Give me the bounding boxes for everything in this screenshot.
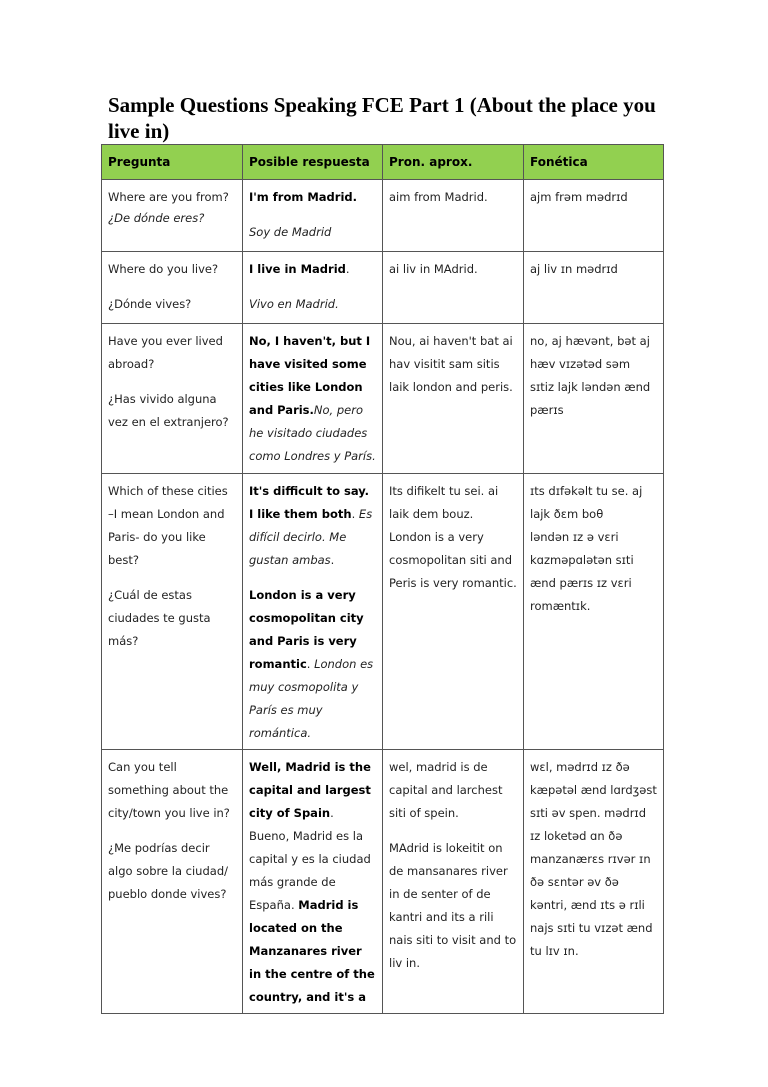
pron-cell (383, 750, 524, 1014)
answer-en: I live in Madrid. (249, 262, 350, 276)
pron-cell: aim from Madrid. (383, 180, 524, 252)
answer-cell (243, 474, 383, 750)
fonetica-cell (524, 474, 664, 750)
answer-cell (243, 750, 383, 1014)
fonetica-2: ləndən ɪz ə vɛri kɑzməpɑlətən sɪti ænd pærɪs ɪz vɛri romæntɪk. (530, 530, 634, 613)
header-posible-respuesta: Posible respuesta (243, 145, 383, 180)
pron-2: MAdrid is lokeitit on de mansanares river in de senter of de kantri and its a rili nais siti to visit and to liv in. (389, 841, 517, 970)
answer-en: I'm from Madrid. (249, 190, 357, 204)
question-es: ¿Has vivido alguna vez en el extranjero? (108, 392, 229, 429)
pron-cell: ai liv in MAdrid. (383, 252, 524, 324)
table-row (102, 252, 664, 324)
answer-es: Vivo en Madrid. (249, 297, 339, 311)
table-row (102, 180, 664, 252)
answer-cell (243, 252, 383, 324)
answer-1: It's difficult to say. I like them both. Es difícil decirlo. Me gustan ambas. (249, 484, 373, 567)
header-fonetica: Fonética (524, 145, 664, 180)
table-row (102, 474, 664, 750)
question-en: Where do you live? (108, 262, 219, 276)
question-en: Have you ever lived abroad? (108, 334, 223, 371)
question-en: Where are you from? (108, 190, 229, 204)
answer-cell (243, 180, 383, 252)
header-pron-aprox: Pron. aprox. (383, 145, 524, 180)
question-es: ¿De dónde eres? (108, 211, 205, 225)
fonetica-cell: wɛl, mədrɪd ɪz ðə kæpətəl ænd lɑrdʒəst sɪti əv spen. mədrɪd ɪz loketəd ɑn ðə manzanærɛs rɪvər ɪn ðə sɛntər əv ðə kəntri, ænd ɪts ə rɪli najs sɪti tu vɪzət ænd tu lɪv ɪn. (524, 750, 664, 1014)
table-row (102, 750, 664, 1014)
fonetica-1: ɪts dɪfəkəlt tu se. aj lajk ðɛm boθ (530, 484, 643, 521)
question-cell (102, 474, 243, 750)
pron-cell: Its difikelt tu sei. ai laik dem bouz. London is a very cosmopolitan siti and Peris is very romantic. (383, 474, 524, 750)
header-pregunta: Pregunta (102, 145, 243, 180)
question-cell (102, 750, 243, 1014)
question-cell (102, 324, 243, 474)
question-es: ¿Cuál de estas ciudades te gusta más? (108, 588, 211, 648)
pron-1: wel, madrid is de capital and larchest siti of spein. (389, 760, 503, 820)
answer-2: London is a very cosmopolitan city and Paris is very romantic. London es muy cosmopolita y París es muy romántica. (249, 588, 374, 740)
question-es: ¿Dónde vives? (108, 297, 192, 311)
answer-es: Soy de Madrid (249, 225, 332, 239)
answer-cell (243, 324, 383, 474)
question-en: Which of these cities –I mean London and Paris- do you like best? (108, 484, 228, 567)
question-en: Can you tell something about the city/town you live in? (108, 760, 230, 820)
question-es: ¿Me podrías decir algo sobre la ciudad/ pueblo donde vives? (108, 841, 228, 901)
fonetica-cell: ajm frəm mədrɪd (524, 180, 664, 252)
answer-mixed: No, I haven't, but I have visited some cities like London and Paris.No, pero he visitado ciudades como Londres y París. (249, 334, 376, 463)
fonetica-cell: aj liv ɪn mədrɪd (524, 252, 664, 324)
table-header-row (102, 145, 664, 180)
table-row (102, 324, 664, 474)
answer-mixed: Well, Madrid is the capital and largest city of Spain. Bueno, Madrid es la capital y es la ciudad más grande de España. Madrid is located on the Manzanares river in the centre of the country, and it's a (249, 760, 375, 1004)
questions-table (101, 144, 664, 1014)
question-cell (102, 180, 243, 252)
pron-cell: Nou, ai haven't bat ai hav visitit sam sitis laik london and peris. (383, 324, 524, 474)
fonetica-cell: no, aj hævənt, bət aj hæv vɪzətəd səm sɪtiz lajk ləndən ænd pærɪs (524, 324, 664, 474)
page-title: Sample Questions Speaking FCE Part 1 (About the place you live in) (108, 93, 656, 143)
question-cell (102, 252, 243, 324)
